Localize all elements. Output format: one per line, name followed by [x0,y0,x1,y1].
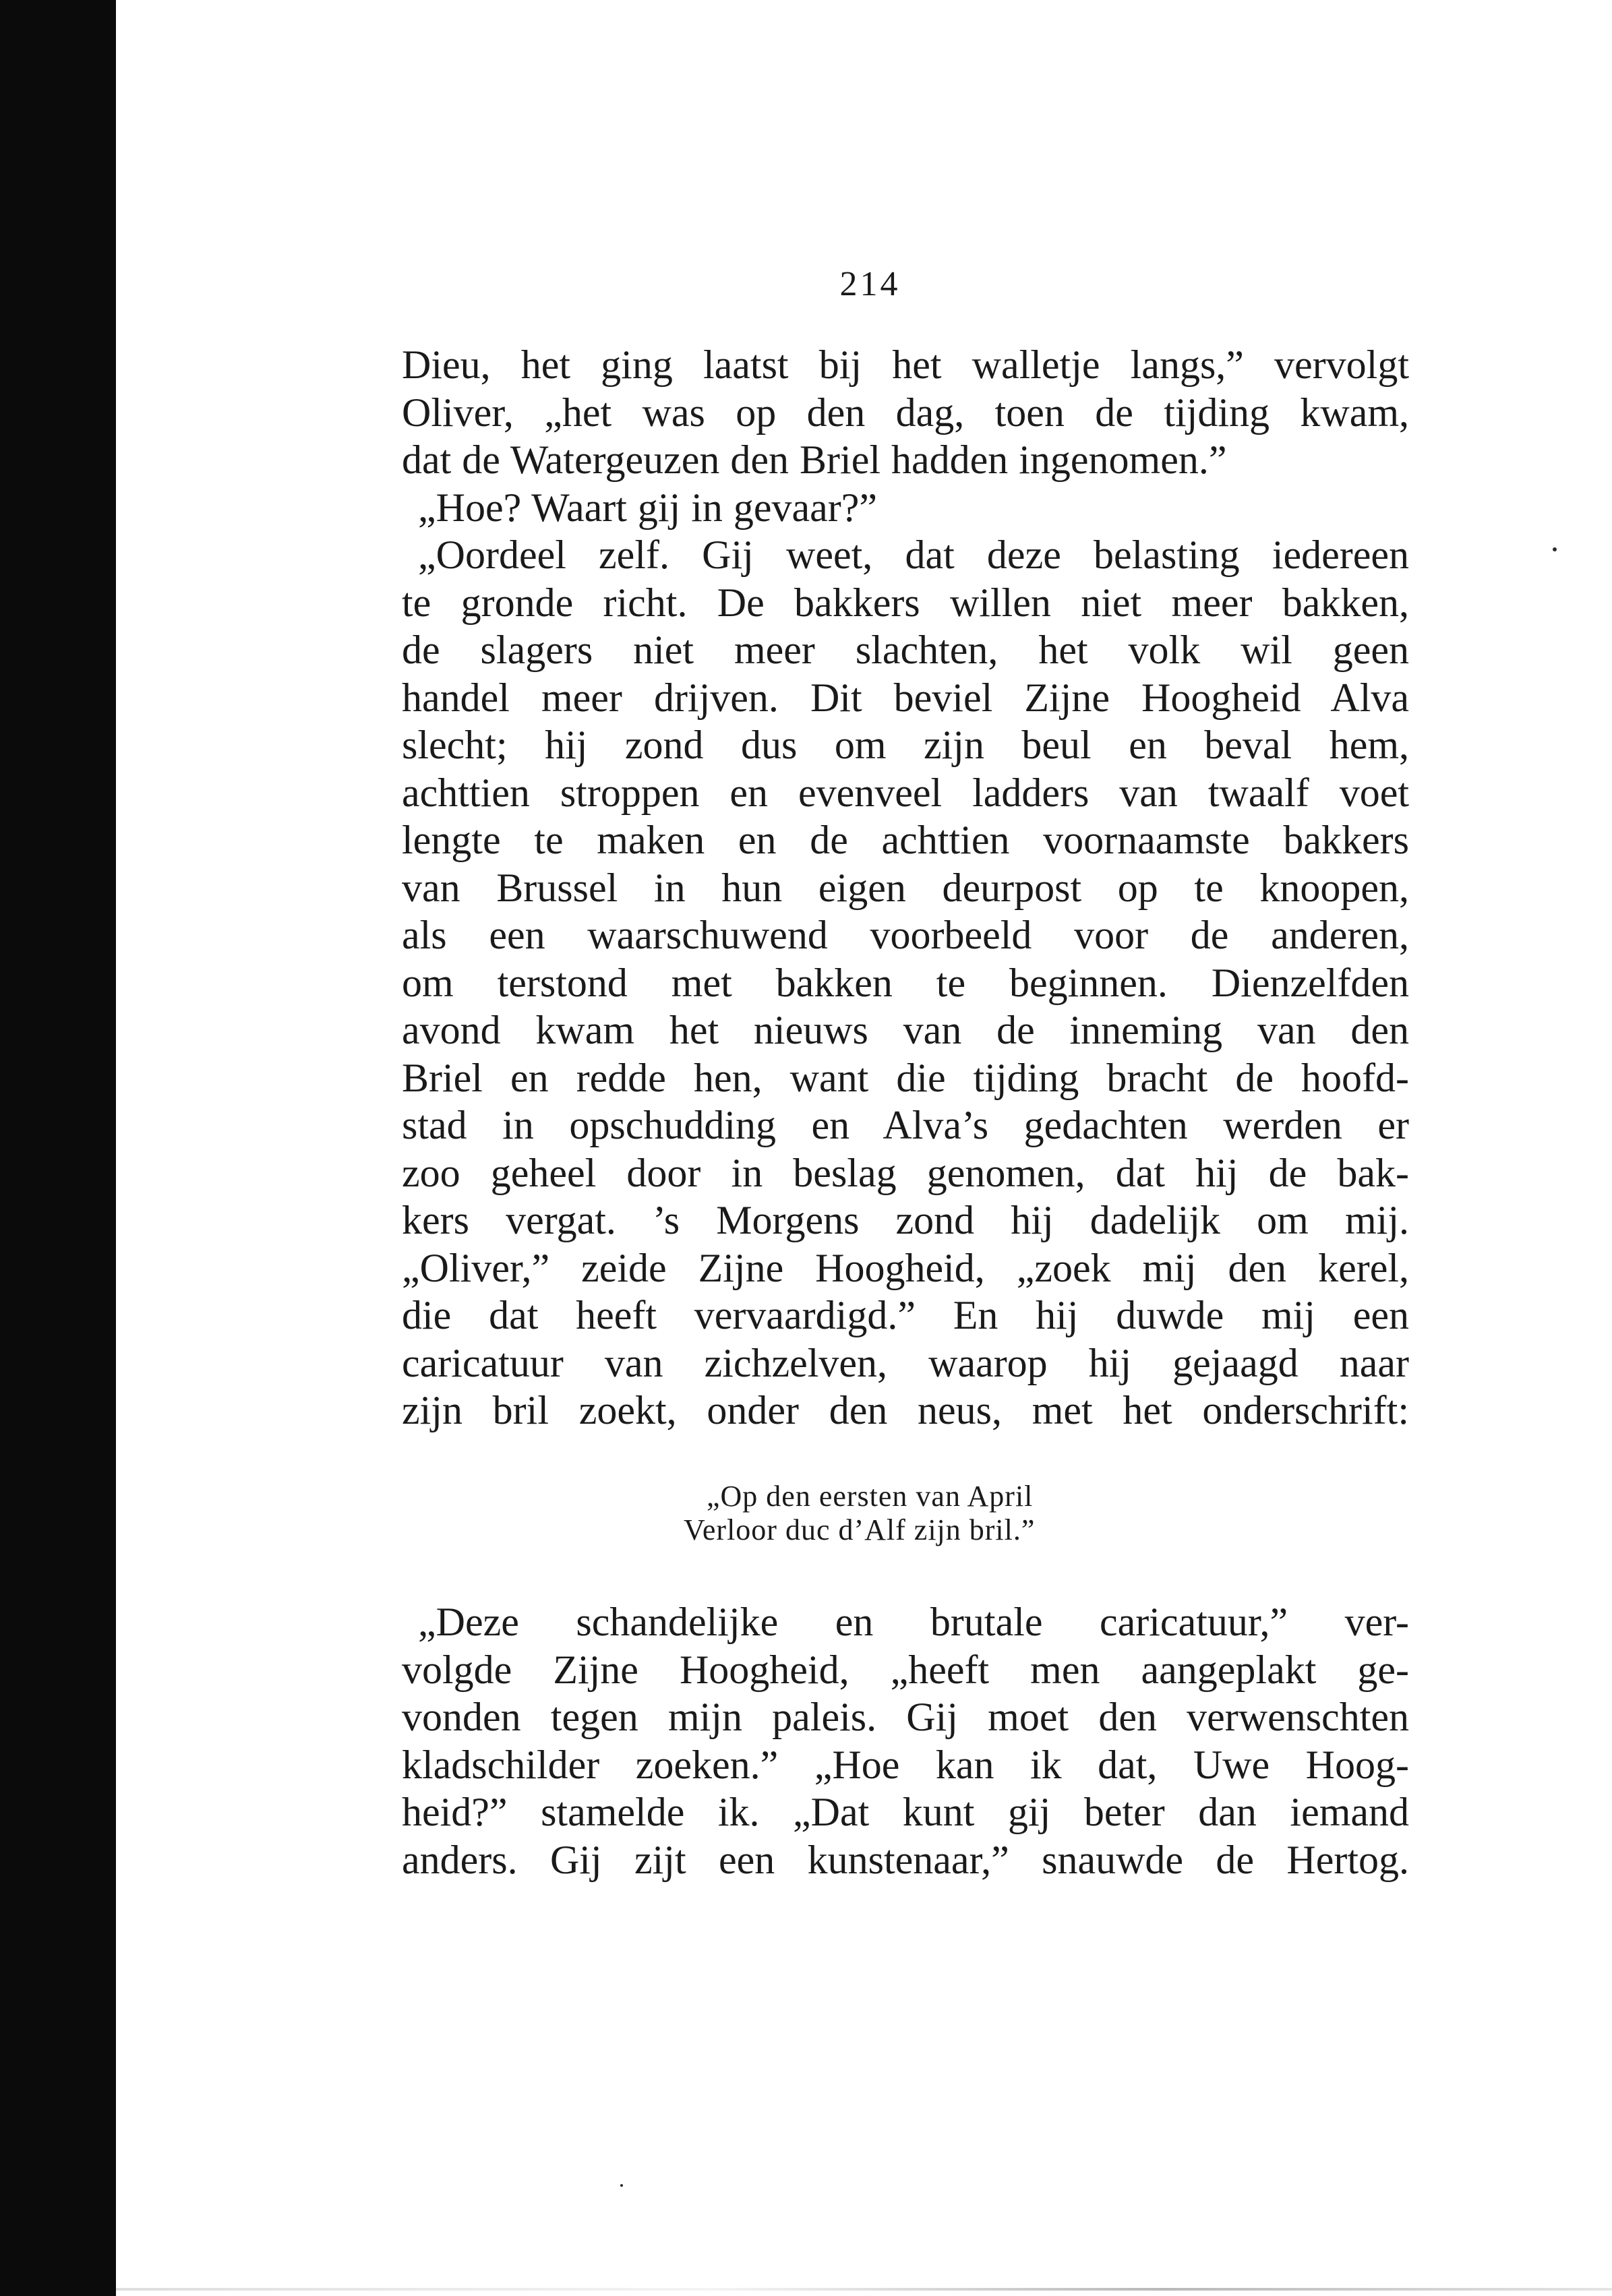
text-line: slecht; hij zond dus om zijn beul en beval hem, [402,723,1409,767]
text-line: anders. Gij zijt een kunstenaar,” snauwde de Hertog. [402,1837,1409,1882]
text-line: van Brussel in hun eigen deurpost op te knoopen, [402,865,1409,910]
text-line: handel meer drijven. Dit beviel Zijne Hoogheid Alva [402,675,1409,720]
text-line: volgde Zijne Hoogheid, „heeft men aangeplakt ge- [402,1647,1409,1692]
text-line: Briel en redde hen, want die tijding bracht de hoofd- [402,1055,1409,1100]
text-line: zoo geheel door in beslag genomen, dat hij de bak- [402,1150,1409,1195]
text-line: dat de Watergeuzen den Briel hadden ingenomen.” [402,437,1227,482]
scan-speck [1553,547,1557,551]
text-line: Oliver, „het was op den dag, toen de tijding kwam, [402,390,1409,435]
page-bottom-edge [116,2288,1612,2291]
text-line: die dat heeft vervaardigd.” En hij duwde mij een [402,1293,1409,1337]
text-line: avond kwam het nieuws van de inneming van den [402,1008,1409,1052]
text-line: om terstond met bakken te beginnen. Dienzelfden [402,960,1409,1005]
verse-line: Verloor duc d’Alf zijn bril.” [684,1513,1036,1546]
text-line: de slagers niet meer slachten, het volk wil geen [402,628,1409,672]
text-line: „Oliver,” zeide Zijne Hoogheid, „zoek mij den kerel, [402,1245,1409,1290]
text-line: „Oordeel zelf. Gij weet, dat deze belasting iedereen [418,533,1409,577]
text-line: lengte te maken en de achttien voornaamste bakkers [402,818,1409,862]
scan-speck [620,2184,623,2187]
continuation-text [402,1598,1409,1883]
text-line: Dieu, het ging laatst bij het walletje langs,” vervolgt [402,342,1409,387]
text-line: „Hoe? Waart gij in gevaar?” [418,485,878,530]
text-line: „Deze schandelijke en brutale caricatuur,” ver- [418,1600,1409,1644]
text-line: zijn bril zoekt, onder den neus, met het onderschrift: [402,1388,1409,1432]
text-line: heid?” stamelde ik. „Dat kunt gij beter dan iemand [402,1790,1409,1834]
text-line: kladschilder zoeken.” „Hoe kan ik dat, Uwe Hoog- [402,1742,1409,1787]
page-number: 214 [839,265,901,303]
verse-line: „Op den eersten van April [707,1480,1034,1513]
verse-quote [684,1480,1156,1547]
text-line: te gronde richt. De bakkers willen niet meer bakken, [402,580,1409,625]
text-line: stad in opschudding en Alva’s gedachten werden er [402,1103,1409,1147]
scan-binding-shadow [0,0,116,2296]
text-line: als een waarschuwend voorbeeld voor de anderen, [402,913,1409,957]
main-text [402,341,1409,1434]
text-line: vonden tegen mijn paleis. Gij moet den verwenschten [402,1695,1409,1739]
text-line: achttien stroppen en evenveel ladders van twaalf voet [402,770,1409,815]
text-line: kers vergat. ’s Morgens zond hij dadelijk om mij. [402,1198,1409,1242]
text-line: caricatuur van zichzelven, waarop hij gejaagd naar [402,1340,1409,1385]
